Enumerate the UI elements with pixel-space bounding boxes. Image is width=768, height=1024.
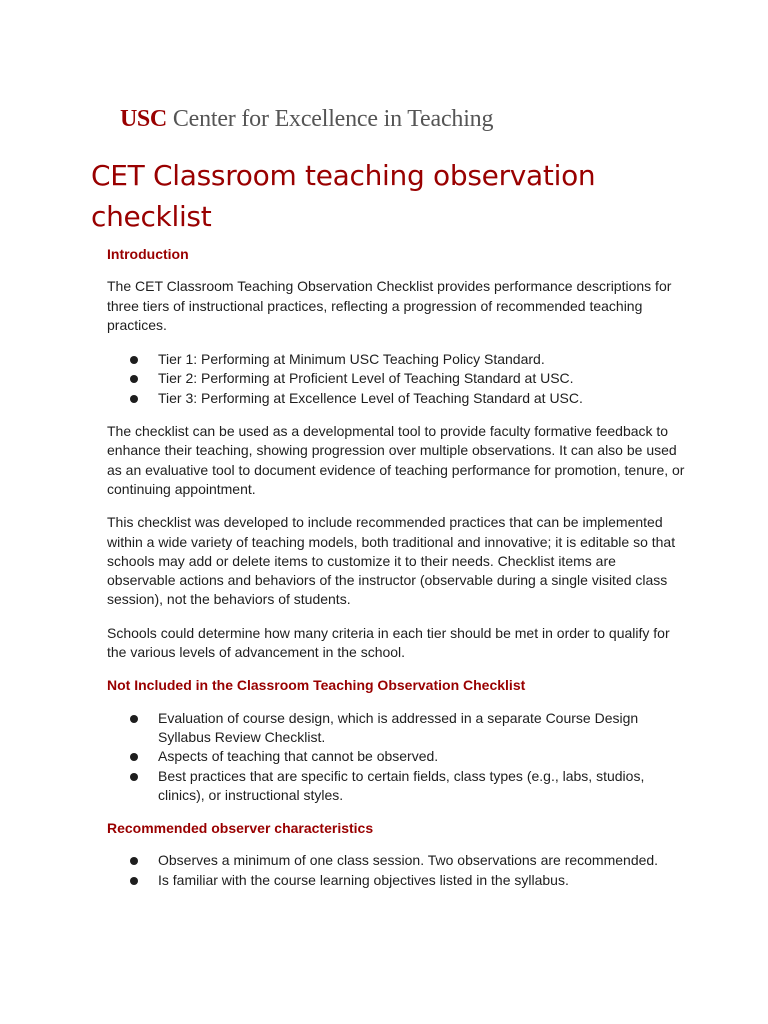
bullet-icon: [130, 773, 138, 781]
list-item-text: Tier 3: Performing at Excellence Level of Teaching Standard at USC.: [158, 389, 583, 406]
list-item-text: Evaluation of course design, which is addressed in a separate Course Design Syllabus Review Checklist.: [158, 709, 639, 745]
bullet-icon: [130, 857, 138, 865]
list-item-text: Tier 2: Performing at Proficient Level of Teaching Standard at USC.: [158, 370, 574, 387]
bullet-icon: [130, 356, 138, 364]
observer-characteristics-heading: Recommended observer characteristics: [107, 820, 374, 837]
bullet-icon: [130, 753, 138, 761]
list-item: [107, 350, 687, 369]
not-included-heading: Not Included in the Classroom Teaching Observation Checklist: [107, 677, 526, 694]
list-item-text: Observes a minimum of one class session. Two observations are recommended.: [158, 852, 659, 869]
bullet-icon: [130, 877, 138, 885]
checklist-development-paragraph: This checklist was developed to include recommended practices that can be implemented within a wide variety of teaching models, both traditional and innovative; it is editable so that schools may add or delete items to customize it to their needs. Checklist items are observable actions and behaviors of the instructor (observable during a single visited class session), not the behaviors of students.: [107, 514, 676, 608]
bullet-icon: [130, 715, 138, 723]
intro-paragraph: The CET Classroom Teaching Observation Checklist provides performance descriptions for three tiers of instructional practices, reflecting a progression of recommended teaching practices.: [107, 278, 672, 333]
not-included-list: [107, 709, 687, 805]
logo-center-name: Center for Excellence in Teaching: [172, 106, 494, 132]
list-item: [107, 709, 687, 748]
list-item-text: Best practices that are specific to certain fields, class types (e.g., labs, studios, clinics), or instructional styles.: [158, 767, 645, 803]
observer-characteristics-list: [107, 851, 687, 890]
usc-cet-logo: [120, 104, 493, 134]
introduction-heading: Introduction: [107, 246, 189, 262]
document-body: [107, 245, 687, 904]
list-item: [107, 369, 687, 388]
list-item: [107, 871, 687, 890]
list-item: [107, 747, 687, 766]
logo-usc-wordmark: USC: [120, 106, 167, 132]
bullet-icon: [130, 375, 138, 383]
criteria-paragraph: Schools could determine how many criteria in each tier should be met in order to qualify for the various levels of advancement in the school.: [107, 624, 670, 661]
list-item: [107, 851, 687, 870]
page-title: CET Classroom teaching observation checklist: [91, 159, 596, 233]
bullet-icon: [130, 395, 138, 403]
list-item-text: Tier 1: Performing at Minimum USC Teaching Policy Standard.: [158, 351, 545, 368]
checklist-usage-paragraph: The checklist can be used as a developmental tool to provide faculty formative feedback to enhance their teaching, showing progression over multiple observations. It can also be used as an evaluative tool to document evidence of teaching performance for promotion, tenure, or continuing appointment.: [107, 423, 685, 497]
list-item: [107, 767, 687, 806]
list-item: [107, 389, 687, 408]
list-item-text: Aspects of teaching that cannot be observed.: [158, 748, 439, 765]
list-item-text: Is familiar with the course learning objectives listed in the syllabus.: [158, 871, 569, 888]
tier-list: [107, 350, 687, 408]
